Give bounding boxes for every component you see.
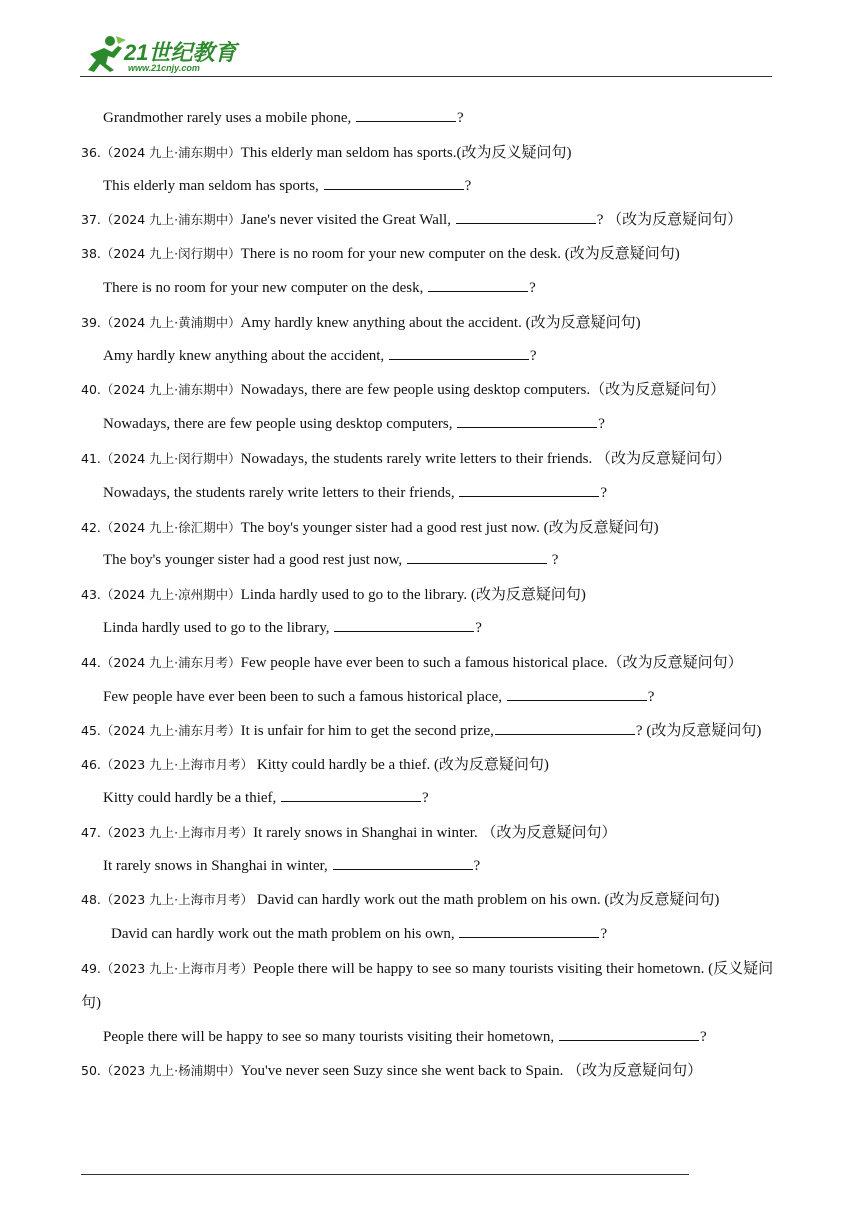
sentence-tail: ? bbox=[598, 416, 605, 433]
sentence-text: There is no room for your new computer on the desk. (改为反意疑问句) bbox=[240, 246, 680, 263]
sentence-text: Kitty could hardly be a thief, bbox=[103, 789, 281, 806]
sentence-text: There is no room for your new computer on the desk, bbox=[103, 279, 428, 296]
sentence-tail: ? bbox=[600, 484, 607, 501]
sentence-tail: ? bbox=[529, 347, 537, 364]
question-source: （2024 九上·闵行期中） bbox=[100, 246, 241, 262]
sentence-tail: ? bbox=[475, 619, 482, 636]
question-source: （2024 九上·浦东期中） bbox=[100, 144, 241, 160]
sentence-text: This elderly man seldom has sports, bbox=[103, 177, 323, 194]
sentence-text: Linda hardly used to go to the library. (改为反意疑问句) bbox=[240, 587, 586, 604]
question-number: 45. bbox=[81, 723, 101, 739]
sentence-tail: ? bbox=[699, 1028, 707, 1045]
sentence-text: It rarely snows in Shanghai in winter, bbox=[103, 857, 332, 874]
sentence-text: It is unfair for him to get the second prize, bbox=[240, 723, 494, 740]
sentence-text: The boy's younger sister had a good rest just now. (改为反意疑问句) bbox=[240, 519, 659, 536]
question-line bbox=[81, 646, 781, 681]
answer-blank[interactable] bbox=[459, 481, 599, 497]
question-number: 38. bbox=[81, 246, 101, 262]
question-line bbox=[81, 136, 781, 170]
logo-url: www.21cnjy.com bbox=[128, 63, 200, 73]
answer-blank[interactable] bbox=[334, 616, 474, 632]
question-number: 36. bbox=[81, 144, 101, 160]
answer-line bbox=[81, 102, 781, 136]
question-source: （2024 九上·闵行期中） bbox=[100, 450, 241, 466]
runner-icon bbox=[82, 34, 126, 74]
sentence-text: Amy hardly knew anything about the accident, bbox=[103, 347, 388, 364]
answer-line bbox=[81, 850, 781, 884]
sentence-text: Grandmother rarely uses a mobile phone, bbox=[103, 110, 356, 126]
sentence-text: Linda hardly used to go to the library, bbox=[103, 619, 334, 636]
answer-blank[interactable] bbox=[324, 174, 464, 190]
answer-line bbox=[81, 918, 781, 952]
sentence-text: Nowadays, there are few people using desktop computers, bbox=[103, 416, 457, 433]
sentence-text: Few people have ever been to such a famous historical place.（改为反意疑问句） bbox=[240, 654, 743, 671]
question-line bbox=[81, 373, 781, 408]
question-line bbox=[81, 714, 781, 748]
sentence-tail: ? bbox=[647, 688, 655, 705]
question-number: 49. bbox=[81, 960, 101, 976]
question-source: （2023 九上·杨浦期中） bbox=[100, 1063, 241, 1079]
question-source: （2023 九上·上海市月考） bbox=[100, 824, 254, 840]
sentence-text: You've never seen Suzy since she went back to Spain. （改为反意疑问句） bbox=[240, 1063, 703, 1080]
question-source: （2024 九上·浦东月考） bbox=[100, 654, 241, 670]
answer-line bbox=[81, 408, 781, 442]
answer-line bbox=[81, 612, 781, 646]
question-line bbox=[81, 511, 781, 545]
answer-blank[interactable] bbox=[428, 276, 528, 292]
question-line bbox=[81, 883, 781, 918]
site-logo bbox=[80, 32, 250, 76]
header-divider bbox=[80, 76, 772, 77]
answer-blank[interactable] bbox=[356, 106, 456, 122]
logo-text: 21世纪教育 bbox=[124, 40, 237, 65]
question-number: 47. bbox=[81, 824, 101, 840]
question-line bbox=[81, 237, 781, 272]
question-number: 40. bbox=[81, 382, 101, 398]
sentence-text: Nowadays, there are few people using desktop computers.（改为反意疑问句） bbox=[240, 382, 726, 399]
page-header bbox=[80, 32, 772, 78]
question-line bbox=[81, 442, 781, 477]
answer-blank[interactable] bbox=[459, 922, 599, 938]
answer-line bbox=[81, 170, 781, 204]
answer-line bbox=[81, 544, 781, 578]
answer-blank[interactable] bbox=[507, 685, 647, 701]
question-number: 48. bbox=[81, 892, 101, 908]
answer-blank[interactable] bbox=[559, 1025, 699, 1041]
answer-blank[interactable] bbox=[456, 208, 596, 224]
answer-blank[interactable] bbox=[495, 719, 635, 735]
question-line bbox=[81, 1054, 781, 1089]
question-number: 43. bbox=[81, 587, 101, 603]
question-line bbox=[81, 952, 781, 1021]
answer-blank[interactable] bbox=[281, 786, 421, 802]
question-line bbox=[81, 816, 781, 850]
question-number: 37. bbox=[81, 212, 101, 228]
answer-blank[interactable] bbox=[333, 854, 473, 870]
question-number: 46. bbox=[81, 757, 101, 773]
sentence-text: Few people have ever been been to such a famous historical place, bbox=[103, 688, 506, 705]
question-source: （2024 九上·黄浦期中） bbox=[100, 314, 241, 330]
sentence-tail: ? bbox=[529, 279, 536, 296]
footer-divider bbox=[81, 1174, 689, 1175]
question-source: （2024 九上·凉州期中） bbox=[100, 587, 241, 603]
sentence-text: This elderly man seldom has sports.(改为反义疑问句) bbox=[240, 144, 572, 161]
sentence-text: Amy hardly knew anything about the accident. (改为反意疑问句) bbox=[240, 314, 641, 331]
question-number: 50. bbox=[81, 1063, 101, 1079]
answer-line bbox=[81, 477, 781, 511]
answer-line bbox=[81, 272, 781, 306]
question-number: 41. bbox=[81, 450, 101, 466]
question-source: （2024 九上·浦东月考） bbox=[100, 723, 241, 739]
answer-blank[interactable] bbox=[457, 412, 597, 428]
sentence-tail: ? bbox=[600, 926, 608, 943]
answer-line bbox=[81, 1021, 781, 1055]
answer-line bbox=[81, 681, 781, 715]
question-source: （2023 九上·上海市月考） bbox=[100, 960, 254, 976]
sentence-tail: ? （改为反意疑问句） bbox=[596, 212, 743, 229]
question-line bbox=[81, 306, 781, 340]
sentence-text: David can hardly work out the math problem on his own. (改为反意疑问句) bbox=[253, 892, 720, 909]
question-number: 44. bbox=[81, 654, 101, 670]
sentence-text: Jane's never visited the Great Wall, bbox=[240, 212, 455, 229]
answer-blank[interactable] bbox=[407, 548, 547, 564]
sentence-tail: ? bbox=[422, 789, 429, 806]
question-source: （2023 九上·上海市月考） bbox=[100, 892, 254, 908]
sentence-text: Nowadays, the students rarely write letters to their friends. （改为反意疑问句） bbox=[240, 450, 731, 467]
question-source: （2024 九上·浦东期中） bbox=[100, 212, 241, 228]
question-source: （2023 九上·上海市月考） bbox=[100, 757, 254, 773]
sentence-text: Nowadays, the students rarely write letters to their friends, bbox=[103, 484, 459, 501]
sentence-text: People there will be happy to see so many tourists visiting their hometown, bbox=[103, 1028, 558, 1045]
question-number: 42. bbox=[81, 519, 101, 535]
question-line bbox=[81, 578, 781, 612]
sentence-tail: ? bbox=[547, 552, 559, 569]
answer-line bbox=[81, 782, 781, 816]
sentence-tail: ? (改为反意疑问句) bbox=[635, 723, 762, 740]
sentence-tail: ? bbox=[473, 857, 481, 874]
question-number: 39. bbox=[81, 314, 101, 330]
question-line bbox=[81, 748, 781, 782]
sentence-text: David can hardly work out the math problem on his own, bbox=[111, 926, 459, 943]
question-source: （2024 九上·浦东期中） bbox=[100, 382, 241, 398]
sentence-text: The boy's younger sister had a good rest just now, bbox=[103, 552, 406, 569]
question-source: （2024 九上·徐汇期中） bbox=[100, 519, 241, 535]
sentence-text: People there will be happy to see so many tourists visiting their hometown. (反义疑问句) bbox=[81, 960, 774, 1011]
answer-blank[interactable] bbox=[389, 344, 529, 360]
sentence-text: It rarely snows in Shanghai in winter. （改为反意疑问句） bbox=[253, 824, 617, 841]
sentence-tail: ? bbox=[464, 177, 472, 194]
sentence-tail: ? bbox=[457, 110, 464, 126]
exercise-list bbox=[81, 102, 781, 1089]
sentence-text: Kitty could hardly be a thief. (改为反意疑问句) bbox=[253, 757, 549, 774]
question-line bbox=[81, 203, 781, 237]
answer-line bbox=[81, 340, 781, 374]
